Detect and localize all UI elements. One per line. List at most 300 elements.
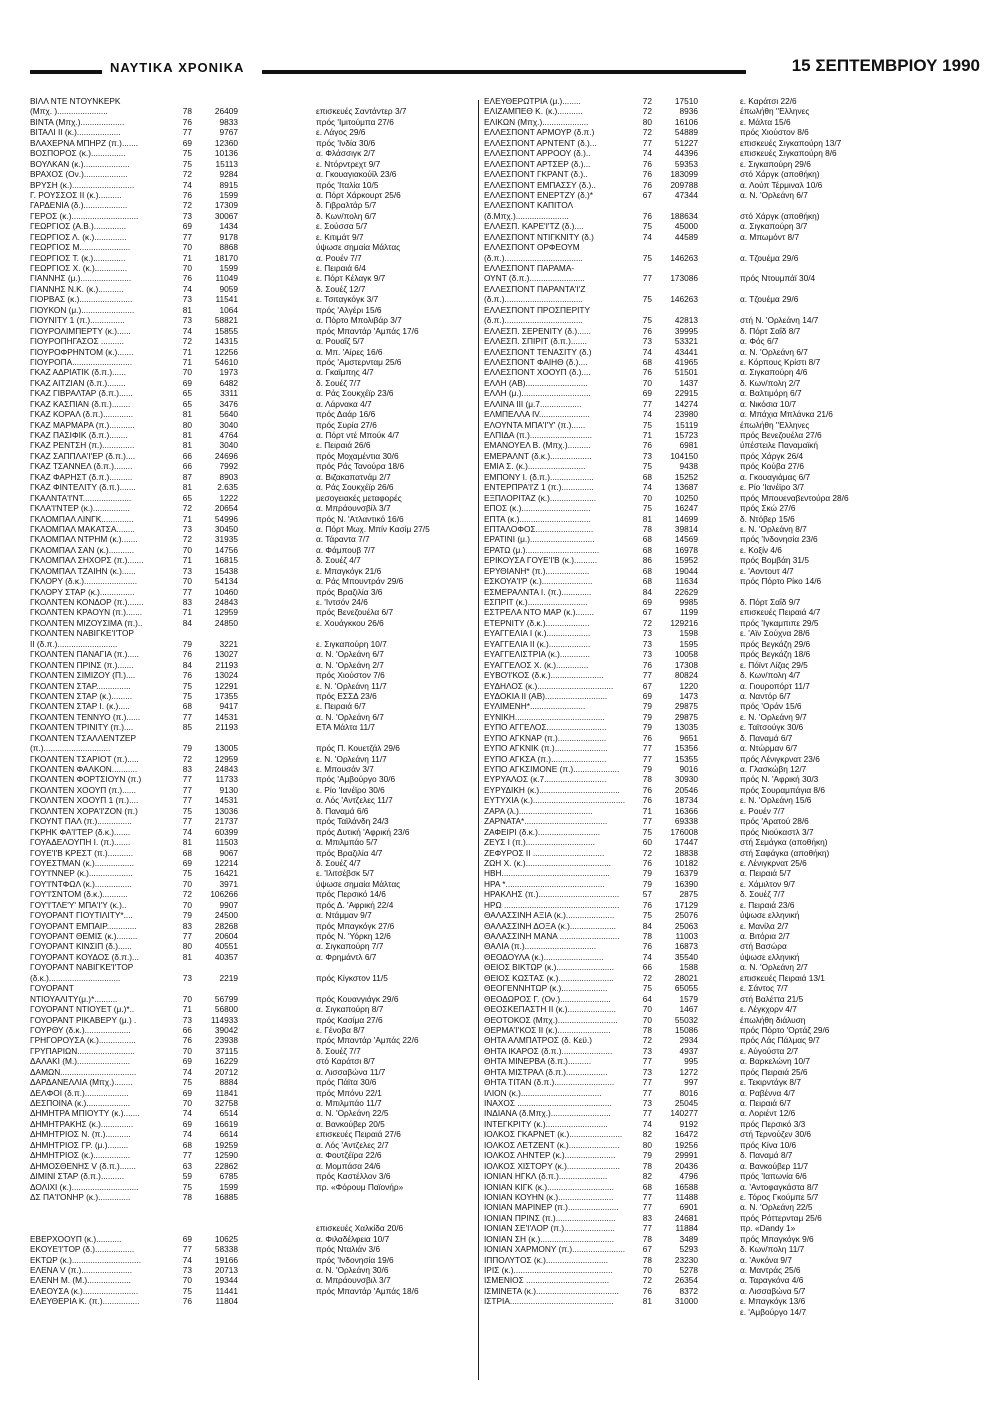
ship-tonnage: 43441 <box>674 346 698 357</box>
ship-name: ΓΙΟΥΡΟΠΗΓΑΣΟΣ .......... <box>30 336 124 347</box>
ship-tonnage: 13687 <box>674 482 698 493</box>
ship-name: ΓΚΛΟΜΠΑΛ ΤΖΑΙΗΝ (κ.)...... <box>30 565 136 576</box>
ship-year: 75 <box>642 294 652 305</box>
ship-tonnage: 997 <box>684 1077 698 1088</box>
ship-name: ΒΛΑΧΕΡΝΑ ΜΠΗΡΖ (π.)....... <box>30 137 139 148</box>
ship-row <box>30 159 238 169</box>
ship-year: 76 <box>642 325 652 336</box>
ship-row <box>484 357 698 367</box>
ship-name: ΕΥΑΓΓΕΛΟΣ Χ. (κ.).............. <box>484 659 589 670</box>
ship-row <box>484 1046 698 1056</box>
ship-position: α. Ράς Σουκχέϊρ 23/6 <box>316 388 394 399</box>
ship-position: ε. Ν. 'Ορλεάνη 15/6 <box>740 795 812 806</box>
ship-row <box>484 305 698 315</box>
ship-position: ε. Ν. 'Ορλεάνη 9/7 <box>740 711 807 722</box>
ship-position: ύψωσε σημαία Μάλτας <box>316 242 401 253</box>
ship-position: α. Βανκούβερ 20/5 <box>316 1118 385 1129</box>
ship-year: 80 <box>642 1139 652 1150</box>
ship-tonnage: 3476 <box>219 398 238 409</box>
ship-position: ύψωσε σημαία Μάλτας <box>316 878 401 889</box>
ship-year: 66 <box>182 1024 192 1035</box>
ship-name: (δ.π.).................................. <box>484 315 583 326</box>
ship-position: ε. Ρίο 'Ιανέϊρο 30/6 <box>316 784 385 795</box>
ship-tonnage: 15438 <box>214 565 238 576</box>
ship-row <box>30 451 238 461</box>
ship-name: ΕΝΤΕΡΠΡΑ'Ι'Ζ 1 (π.).............. <box>484 482 594 493</box>
ship-year: 77 <box>642 1077 652 1088</box>
ship-tonnage: 17308 <box>674 659 698 670</box>
ship-tonnage: 9438 <box>679 461 698 472</box>
ship-year <box>630 200 652 210</box>
ship-position: α. Βιτόρια 2/7 <box>740 931 790 941</box>
ship-tonnage: 16247 <box>674 503 698 514</box>
ship-position: α. Ν. 'Ορλεάνη 6/7 <box>316 649 384 660</box>
ship-year: 85 <box>182 722 192 733</box>
ship-row <box>30 180 238 190</box>
ship-tonnage: 20436 <box>674 1160 698 1171</box>
ship-row <box>30 931 238 941</box>
ship-tonnage: 11541 <box>215 294 238 305</box>
ship-name: ΕΡΑΤΩ (μ.)................................ <box>484 544 600 555</box>
ship-row <box>484 973 698 983</box>
ship-tonnage: 26354 <box>674 1275 698 1286</box>
ship-row <box>484 524 698 534</box>
ship-year <box>170 96 192 106</box>
ship-tonnage: 11841 <box>215 1087 238 1098</box>
ship-tonnage <box>192 1202 238 1212</box>
ship-row <box>30 921 238 931</box>
ship-name: ΓΚΟΥΝΤ ΠΑΛ (π.)............... <box>30 816 132 827</box>
ship-position: α. Λισσαβώνα 11/7 <box>316 1066 386 1077</box>
ship-row <box>484 430 698 440</box>
ship-position: ε. Ν. 'Ορλεάνη 11/7 <box>316 753 387 764</box>
ship-position: α. Ταραγκόνα 4/6 <box>740 1275 804 1286</box>
ship-tonnage: 55032 <box>674 1014 698 1025</box>
ship-year: 71 <box>182 252 192 263</box>
ship-position <box>740 200 980 210</box>
ship-year: 77 <box>642 1087 652 1098</box>
ship-row <box>30 879 238 889</box>
ship-row <box>30 764 238 774</box>
ship-tonnage: 15086 <box>674 1024 698 1035</box>
ship-year: 70 <box>182 1045 192 1056</box>
ship-row <box>484 106 698 116</box>
ship-year: 83 <box>182 597 192 607</box>
ship-year: 79 <box>642 711 652 722</box>
ship-year: 76 <box>642 169 652 180</box>
ship-row <box>30 660 238 670</box>
ship-year: 76 <box>182 1035 192 1046</box>
ship-position: πρός Βραζιλία 4/7 <box>316 847 383 858</box>
ship-tonnage: 140277 <box>670 1108 698 1119</box>
ship-name: ΙΟΛΚΟΣ ΧΙΣΤΟΡΥ (κ.)....................... <box>484 1160 620 1171</box>
ship-name: ΙΟΝΙΑΝ ΣΕ'Ι'ΛΟΡ (π.)...................... <box>484 1223 615 1234</box>
ship-year: 79 <box>182 638 192 649</box>
ship-row <box>484 420 698 430</box>
ship-position: ε. Πόϊντ Λίζας 29/5 <box>740 659 808 670</box>
ship-position: α. Μπράουνσβίλ 3/7 <box>316 503 391 514</box>
ship-year: 82 <box>642 1129 652 1140</box>
ship-name: ΓΚΛΑ'Ι'ΝΤΕΡ (κ.)................ <box>30 503 130 514</box>
ship-row <box>30 242 238 252</box>
ship-tonnage: 2.635 <box>217 482 238 493</box>
ship-row <box>30 1275 238 1285</box>
ship-position: πρός Πόρτο Ρίκο 14/6 <box>740 576 822 587</box>
ship-row <box>484 931 698 941</box>
ship-year: 75 <box>642 252 652 263</box>
ship-row <box>30 587 238 597</box>
ship-year: 75 <box>182 690 192 701</box>
ship-tonnage: 37115 <box>215 1045 238 1056</box>
ship-row <box>484 315 698 325</box>
ship-row <box>484 576 698 586</box>
ship-position: πρός 'Ιταλία 10/5 <box>316 179 379 190</box>
ship-year: 81 <box>642 1296 652 1307</box>
issue-date: 15 ΣΕΠΤΕΜΒΡΙΟΥ 1990 <box>791 56 980 75</box>
ship-row <box>30 388 238 398</box>
ship-tonnage: 12959 <box>214 753 238 764</box>
ship-name: ΙΠΠΟΛΥΤΟΣ (κ.)........................... <box>484 1254 609 1265</box>
ship-name: ΕΥΤΥΧΙΑ (κ.)........................................ <box>484 795 626 806</box>
ship-name: ΕΜΠΟΝΥ Ι. (δ.π.)................... <box>484 471 594 482</box>
ship-tonnage: 17447 <box>674 837 698 848</box>
ship-row <box>484 868 698 878</box>
ship-year: 73 <box>642 1066 652 1077</box>
ship-name: ΕΥΠΟ ΑΓΚΝΙΚ (π.)....................... <box>484 743 608 754</box>
ship-tonnage: 9284 <box>219 169 238 180</box>
ship-year: 65 <box>182 492 192 503</box>
ship-row <box>484 388 698 398</box>
ship-position: α. Μπιλμπάο 5/7 <box>316 837 378 848</box>
ship-row <box>484 597 698 607</box>
ship-year: 75 <box>642 910 652 921</box>
ship-tonnage: 14756 <box>214 544 238 555</box>
ship-year: 81 <box>182 837 192 848</box>
ship-position: δ. Ντόβερ 15/6 <box>740 513 795 524</box>
ship-name: ΘΕΟΔΟΥΛΑ (κ.).......................... <box>484 951 604 962</box>
ship-position: πρός Σουραμπάγια 8/6 <box>740 784 825 795</box>
ship-tonnage: 42813 <box>674 315 698 326</box>
ship-row <box>484 378 698 388</box>
ship-tonnage: 10136 <box>214 148 238 159</box>
ship-position: πρός 'Ιαπωνία 6/6 <box>740 1171 807 1182</box>
ship-year: 70 <box>642 377 652 388</box>
ship-name: ΔΟΛΙΧΙ (κ.)............................. <box>30 1181 139 1192</box>
ship-row <box>30 576 238 586</box>
ship-tonnage: 10058 <box>674 649 698 660</box>
ship-row <box>484 534 698 544</box>
ship-tonnage: 39814 <box>674 523 698 534</box>
ship-row <box>484 1244 698 1254</box>
ship-tonnage: 16619 <box>214 1118 238 1129</box>
ship-row <box>30 1046 238 1056</box>
ship-year: 68 <box>642 534 652 545</box>
ship-tonnage: 21193 <box>215 722 238 733</box>
ship-tonnage: 17129 <box>674 899 698 910</box>
ship-position: α. Ν. 'Ορλεάνη 22/5 <box>316 1108 389 1119</box>
ship-name: (δ.Μπχ.)....................... <box>484 210 569 221</box>
ship-position: α. Γκαϊμπης 4/7 <box>316 367 374 378</box>
ship-position: επισκευές Χαλκίδα 20/6 <box>316 1223 404 1234</box>
ship-tonnage: 22862 <box>214 1160 238 1171</box>
ship-row <box>484 837 698 847</box>
ship-row <box>484 962 698 972</box>
ship-row <box>484 127 698 137</box>
ship-row <box>484 816 698 826</box>
ship-position: στή Σεμάγκα (αποθήκη) <box>740 837 828 848</box>
ship-year: 77 <box>642 1108 652 1119</box>
ship-name: ΙΝΑΧΟΣ ......................................... <box>484 1098 612 1108</box>
ship-tonnage: 24850 <box>214 617 238 628</box>
ship-position: πρός Δυτική 'Αφρική 23/6 <box>316 826 410 837</box>
ship-position: ΕΤΑ Μάλτα 11/7 <box>316 722 376 733</box>
ship-name: ΓΚΛΟΡΥ ΣΤΑΡ (κ.)............... <box>30 586 135 597</box>
ship-year: 76 <box>182 116 192 127</box>
ship-row <box>30 566 238 576</box>
ship-year: 76 <box>642 440 652 451</box>
ship-name: ΕΜΙΑ Σ. (κ.)......................... <box>484 461 586 472</box>
ship-row <box>484 587 698 597</box>
ship-name: ΙΣΜΙΝΕΤΑ (κ.).................................... <box>484 1285 619 1296</box>
ship-name: Γ. ΡΟΥΣΣΟΣ ΙΙ (κ.).......... <box>30 189 122 200</box>
ship-tonnage: 114933 <box>210 1014 238 1025</box>
ship-row <box>484 242 698 252</box>
ship-tonnage: 30930 <box>674 774 698 785</box>
ship-name: ΓΟΥΕΣΤΜΑΝ (κ.)................. <box>30 857 134 868</box>
ship-tonnage: 146263 <box>670 252 698 263</box>
ship-position: ε. Λάγος 29/6 <box>316 127 366 138</box>
ship-name: ΓΚΑΖ ΜΑΡΜΑΡΑ (π.)........... <box>30 419 135 430</box>
ship-name: ΓΕΡΟΣ (κ.)............................. <box>30 210 139 221</box>
ship-name: ΕΒΕΡΧΟΟΥΠ (κ.)........... <box>30 1233 122 1244</box>
ship-position: α. Φουτζέϊρα 22/6 <box>316 1150 382 1161</box>
ship-year: 74 <box>642 951 652 962</box>
ship-row <box>30 607 238 617</box>
ship-name: (π.)............................. <box>30 743 111 754</box>
ship-name: ΓΟΥΟΡΑΝΤ ΓΙΟΥΤΙΛΙΤΥ*.... <box>30 910 133 921</box>
ship-position: α. Ραβέννα 4/7 <box>740 1087 796 1098</box>
ship-tonnage: 35540 <box>674 951 698 962</box>
ship-name: ΘΗΤΑ ΜΙΝΕΡΒΑ (δ.π.).......... <box>484 1056 592 1067</box>
ship-year: 72 <box>642 106 652 117</box>
ship-tonnage <box>652 200 698 210</box>
ship-row <box>30 190 238 200</box>
ship-year: 77 <box>182 127 192 138</box>
ship-position: πρός Ντουμπάϊ 30/4 <box>740 273 816 284</box>
ship-position: α. Μπ. 'Αίρες 16/6 <box>316 346 383 357</box>
ship-name: ΕΛΠΙΔΑ (π.)........................... <box>484 430 593 440</box>
ship-name: (δ.π.).................................. <box>484 252 583 263</box>
ship-position: α. Βαρκελώνη 10/7 <box>740 1056 811 1067</box>
ship-tonnage: 21193 <box>215 659 238 670</box>
ship-row <box>484 900 698 910</box>
ship-year: 76 <box>642 732 652 743</box>
ship-position: ε. Ντόρντρεχτ 9/7 <box>316 158 381 169</box>
ship-year <box>170 962 192 972</box>
ship-tonnage: 28021 <box>674 972 698 983</box>
ship-position: α. Ν. 'Ορλεάνη 2/7 <box>316 659 384 670</box>
ship-tonnage: 31935 <box>214 534 238 545</box>
ship-name: ΓΕΩΡΓΙΟΣ Χ. (κ.).............. <box>30 263 127 273</box>
ship-row <box>30 305 238 315</box>
ship-tonnage: 2219 <box>219 972 238 983</box>
ship-name: ΒΙΤΑΛΙ ΙΙ (κ.)................... <box>30 127 121 138</box>
ship-row <box>484 952 698 962</box>
ship-position: στή Σαφάγκα (αποθήκη) <box>740 847 830 858</box>
ship-tonnage: 18734 <box>674 795 698 806</box>
ship-row <box>484 336 698 346</box>
ship-row <box>484 1077 698 1087</box>
ship-year: 76 <box>642 857 652 868</box>
ship-row <box>30 618 238 628</box>
ship-tonnage: 25045 <box>674 1098 698 1108</box>
ship-year: 78 <box>642 774 652 785</box>
ship-tonnage <box>192 628 238 638</box>
ship-tonnage: 24681 <box>674 1212 698 1223</box>
ship-year: 70 <box>182 878 192 889</box>
ship-tonnage: 4764 <box>219 430 238 440</box>
ship-row <box>484 399 698 409</box>
publication-title: ΝΑΥΤΙΚΑ ΧΡΟΝΙΚΑ <box>110 60 245 75</box>
ship-row <box>484 785 698 795</box>
ship-year: 77 <box>642 1223 652 1234</box>
ship-row <box>30 973 238 983</box>
ship-year: 77 <box>642 1191 652 1202</box>
ship-position: πρός Πόρτο 'Ορτάζ 29/6 <box>740 1024 830 1035</box>
ship-year: 77 <box>642 670 652 681</box>
ship-row <box>484 326 698 336</box>
ship-year: 79 <box>642 764 652 774</box>
ship-position: πρός Λάς Πάλμας 9/7 <box>740 1035 820 1046</box>
ship-row <box>30 1244 238 1254</box>
ship-tonnage <box>192 1213 238 1223</box>
ship-year: 71 <box>642 430 652 440</box>
ship-name: ΝΤΙΟΥΑΛΙΤΥ(μ.)*.......... <box>30 993 118 1004</box>
ship-name: ΘΕΟΤΟΚΟΣ (Μπχ.).......................... <box>484 1014 618 1025</box>
ship-year: 69 <box>182 1233 192 1244</box>
ship-year: 66 <box>182 450 192 461</box>
ship-position: α. 'Ανκόνα 9/7 <box>740 1254 792 1265</box>
ship-year: 70 <box>182 576 192 587</box>
ship-position: α. Φλάσσιγκ 2/7 <box>316 148 376 159</box>
ship-row <box>484 232 698 242</box>
ship-year: 77 <box>642 1202 652 1213</box>
ship-row <box>484 889 698 899</box>
ship-tonnage: 9059 <box>219 283 238 294</box>
ship-row <box>484 994 698 1004</box>
ship-position: ύπέστειλε Παναμαϊκή <box>740 440 818 451</box>
ship-year: 81 <box>182 430 192 440</box>
ship-year: 73 <box>182 523 192 534</box>
ship-year: 71 <box>642 805 652 816</box>
ship-year: 77 <box>642 1056 652 1067</box>
ship-year: 78 <box>182 1191 192 1202</box>
ship-position: ε. Τεκιρντάγκ 8/7 <box>740 1077 801 1088</box>
ship-position: ε. Μανίλα 2/7 <box>740 920 789 931</box>
ship-position: πρός Νιούκαστλ 3/7 <box>740 826 814 837</box>
ship-tonnage: 14569 <box>674 534 698 545</box>
ship-position: στό Χάργκ (αποθήκη) <box>740 169 820 180</box>
ship-row <box>30 1265 238 1275</box>
ship-name: ΓΚΟΛΝΤΕΝ ΤΡΙΝΙΤΥ (π.).... <box>30 722 134 733</box>
ship-tonnage: 15723 <box>674 430 698 440</box>
ship-name: ΓΙΟΥΡΟΠΑ.......................... <box>30 356 133 367</box>
ship-position <box>740 242 980 252</box>
ship-tonnage: 12256 <box>214 346 238 357</box>
ship-name: ΓΚΑΛΝΤΑ'Ι'ΝΤ..................... <box>30 492 132 503</box>
ship-year: 77 <box>182 586 192 597</box>
ship-row <box>484 1056 698 1066</box>
ship-position: ε. Κοξίν 4/6 <box>740 544 782 555</box>
ship-row <box>484 514 698 524</box>
ship-row <box>484 273 698 283</box>
ship-tonnage: 54134 <box>214 576 238 587</box>
ship-position: α. Βανκούβερ 11/7 <box>740 1160 809 1171</box>
ship-name: ΙΛΙΟΝ (κ.)................................... <box>484 1087 602 1098</box>
ship-name: ΕΛΛΕΣΠΟΝΤ ΦΑΙΗΘ (δ.).... <box>484 356 588 367</box>
ship-year: 78 <box>642 1160 652 1171</box>
ship-position: δ. Σουέζ 7/7 <box>316 1045 361 1056</box>
ship-name: ΓΙΟΥΚΟΝ (μ.)....................... <box>30 304 135 315</box>
ship-name: ΕΥΡΥΑΛΟΣ (κ.7........................... <box>484 774 607 785</box>
ship-tonnage: 1599 <box>219 189 238 200</box>
ship-row <box>30 315 238 325</box>
ship-name: ΓΕΩΡΓΙΟΣ Τ. (κ.).............. <box>30 252 126 263</box>
ship-year <box>630 284 652 294</box>
ship-tonnage: 15356 <box>674 743 698 754</box>
ship-position: πρός Βραζιλία 3/6 <box>316 586 383 597</box>
ship-tonnage: 24843 <box>214 597 238 607</box>
ship-year: 69 <box>182 1056 192 1067</box>
ship-year: 70 <box>182 1098 192 1108</box>
ship-year: 68 <box>182 701 192 712</box>
ship-position: α. Μπωμόντ 8/7 <box>740 231 800 242</box>
ship-row <box>484 148 698 158</box>
ship-row <box>30 472 238 482</box>
ship-name: ΓΙΑΝΝΗΣ Ν.Κ. (κ.)........... <box>30 283 124 294</box>
ship-year: 69 <box>642 690 652 701</box>
ship-name: ΕΥΠΟ ΑΓΚΝΑΡ (π.)..................... <box>484 732 607 743</box>
ship-list-left <box>30 96 238 1307</box>
ship-name: ΕΣΤΡΕΛΑ ΝΤΟ ΜΑΡ (κ.)........ <box>484 607 594 618</box>
ship-name: ΕΥΒΟ'Ι'ΚΟΣ (δ.κ.)....................... <box>484 670 604 681</box>
ship-year: 79 <box>642 868 652 879</box>
ship-row <box>30 837 238 847</box>
ship-name: ΕΥΑΓΓΕΛΙΑ ΙΙ (κ.).................. <box>484 638 591 649</box>
ship-row <box>30 1202 238 1212</box>
ship-row <box>30 263 238 273</box>
ship-row <box>484 211 698 221</box>
ship-position: πρός Ν. 'Υόρκη 12/6 <box>316 931 391 941</box>
ship-tonnage: 9985 <box>679 597 698 607</box>
ship-year: 69 <box>182 1118 192 1129</box>
ship-row <box>30 409 238 419</box>
ship-position: α. Νικόσια 10/7 <box>740 398 797 409</box>
ship-name: ΔΑΡΔΑΝΕΛΛΙΑ (Μπχ.)........ <box>30 1077 133 1088</box>
ship-row <box>484 180 698 190</box>
ship-position: α. Ράς Σουκχέϊρ 26/6 <box>316 482 394 493</box>
ship-tonnage: 14315 <box>214 336 238 347</box>
ship-tonnage: 30067 <box>214 210 238 221</box>
ship-year: 68 <box>642 544 652 555</box>
ship-name: ΕΥΠΟ ΑΓΓΕΛΟΣ.......................... <box>484 722 607 733</box>
ship-year: 80 <box>182 419 192 430</box>
ship-position: α. Σιγκαπούρη 3/7 <box>740 221 808 232</box>
ship-year: 70 <box>182 993 192 1004</box>
ship-row <box>484 764 698 774</box>
ship-tonnage: 44396 <box>674 148 698 159</box>
ship-name: ΙΟΝΙΑΝ ΗΓΚΛ (δ.π.)..................... <box>484 1171 608 1182</box>
